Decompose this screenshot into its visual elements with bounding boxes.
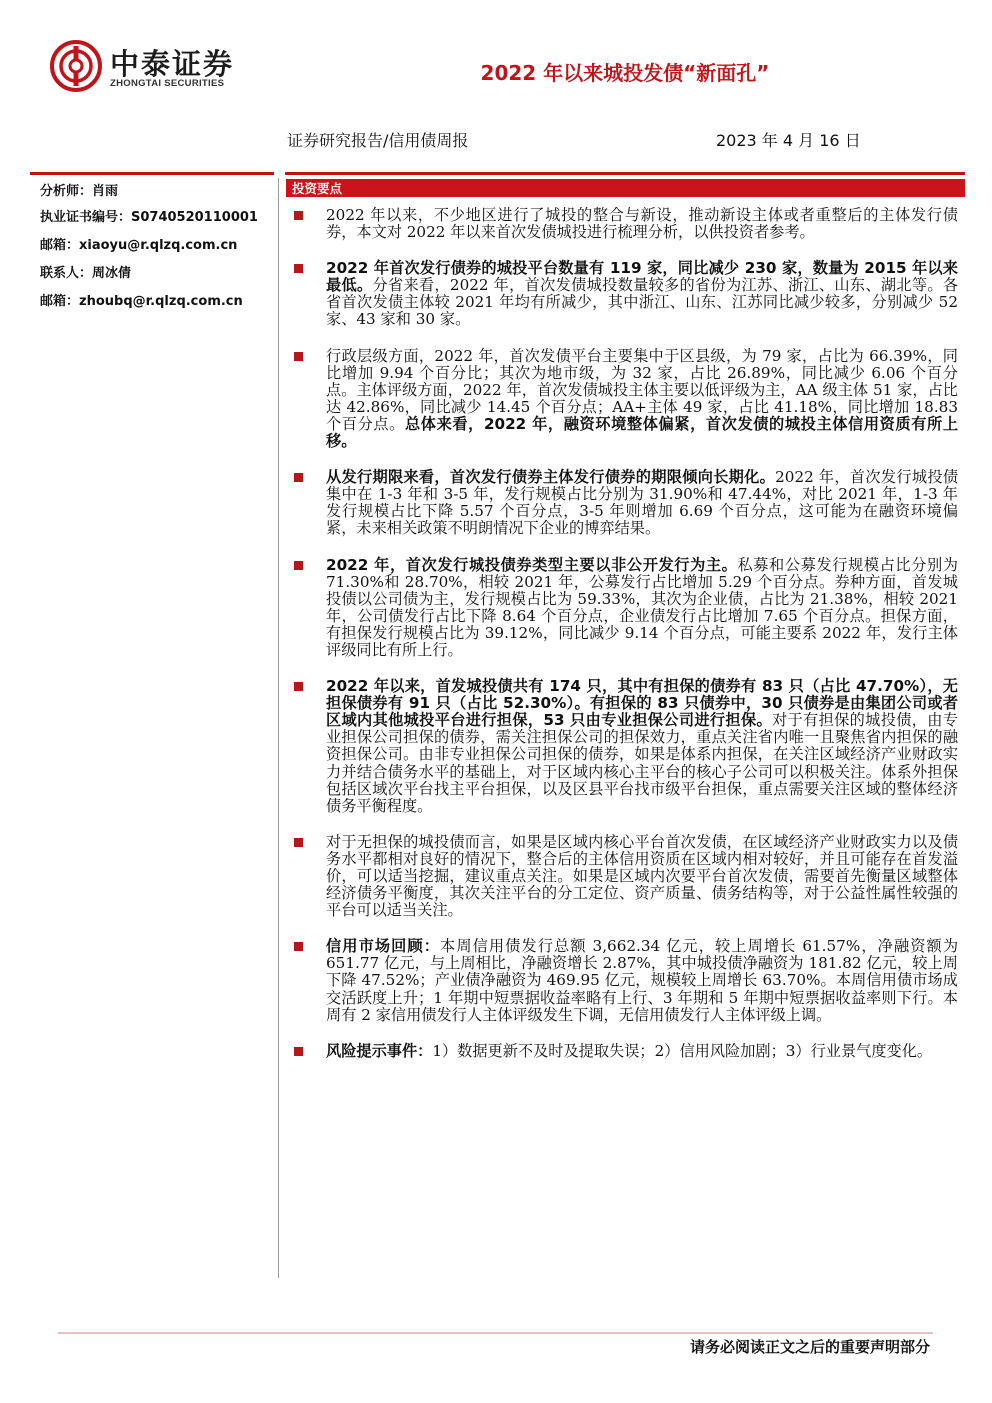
brand-name-en: ZHONGTAI SECURITIES	[110, 78, 225, 89]
footer-divider	[58, 1332, 933, 1334]
header-divider-right	[285, 172, 965, 175]
bullet-lead: 信用市场回顾：	[326, 937, 441, 956]
list-item	[290, 938, 958, 1023]
list-item	[290, 469, 958, 537]
bullet-lead: 2022 年以来，首发城投债共有 174 只，其中有担保的债券有 83 只（占比 47.70%），无担保债券有 91 只（占比 52.30%）。有担保的 83 只债券中，30 只债券是由集团公司或者区域内其他城投平台进行担保，53 只由专业担保公司进行担保。	[326, 677, 958, 730]
bullet-lead: 2022 年，首次发行城投债券类型主要以非公开发行为主。	[326, 555, 738, 574]
bullet-text: 2022 年以来，不少地区进行了城投的整合与新设，推动新设主体或者重整后的主体发行债券，本文对 2022 年以来首次发债城投进行梳理分析，以供投资者参考。	[326, 206, 958, 242]
list-item	[290, 207, 958, 241]
zhongtai-logo-icon	[50, 40, 102, 92]
bullet-square-icon	[294, 352, 303, 361]
section-header-bar	[286, 179, 965, 197]
bullet-square-icon	[294, 264, 303, 273]
bullet-conclusion: 总体来看，2022 年，融资环境整体偏紧，首次发债的城投主体信用资质有所上移。	[326, 414, 959, 451]
report-date: 2023 年 4 月 16 日	[716, 131, 861, 150]
list-item	[290, 678, 958, 815]
section-title: 投资要点	[292, 181, 343, 196]
bullet-square-icon	[294, 211, 303, 220]
list-item	[290, 1043, 958, 1060]
analyst-certificate: 执业证书编号：S0740520110001	[40, 210, 258, 225]
report-type: 证券研究报告/信用债周报	[287, 131, 469, 150]
bullet-square-icon	[294, 561, 303, 570]
analyst-name: 分析师：肖雨	[40, 184, 119, 199]
bullet-text: 本周信用债发行总额 3,662.34 亿元，较上周增长 61.57%，净融资额为 651.77 亿元，与上周相比，净融资增长 2.87%，其中城投债净融资为 181.82 亿元，较上周下降 47.52%；产业债净融资为 469.95 亿元，规模较上周增长 63.70%。本周信用债市场成交活跃度上升；1 年期中短票据收益率略有上行、3 年期和 5 年期中短票据收益率则下行。本周有 2 家信用债发行人主体评级发生下调，无信用债发行人主体评级上调。	[326, 937, 959, 1024]
contact-email: 邮箱：zhoubq@r.qlzq.com.cn	[40, 294, 243, 309]
bullet-square-icon	[294, 942, 303, 951]
bullet-square-icon	[294, 838, 303, 847]
list-item	[290, 557, 958, 660]
list-item	[290, 260, 958, 328]
bullet-text: 分省来看，2022 年，首次发债城投数量较多的省份为江苏、浙江、山东、湖北等。各省首次发债主体较 2021 年均有所减少，其中浙江、山东、江苏同比减少较多，分别减少 52 家、43 家和 30 家。	[326, 276, 959, 329]
bullet-text: 行政层级方面，2022 年，首次发债平台主要集中于区县级，为 79 家，占比为 66.39%，同比增加 9.94 个百分比；其次为地市级，为 32 家，占比 26.89%，同比减少 6.06 个百分点。主体评级方面，2022 年，首次发债城投主体主要以低评级为主，AA 级主体 51 家，占比达 42.86%，同比减少 14.45 个百分点；AA+主体 49 家，占比 41.18%，同比增加 18.83 个百分点。	[326, 346, 958, 433]
bullet-lead: 风险提示事件：	[326, 1041, 433, 1060]
bullet-lead: 2022 年首次发行债券的城投平台数量有 119 家，同比减少 230 家，数量为 2015 年以来最低。	[326, 259, 958, 295]
report-title: 2022 年以来城投发债“新面孔”	[480, 61, 770, 85]
key-points-list	[290, 207, 958, 1079]
bullet-lead: 从发行期限来看，首次发行债券主体发行债券的期限倾向长期化。	[326, 468, 776, 487]
bullet-text: 2022 年，首次发行城投债集中在 1-3 年和 3-5 年，发行规模占比分别为 31.90%和 47.44%，对比 2021 年，1-3 年发行规模占比下降 5.57 个百分点，3-5 年则增加 6.69 个百分点，这可能为在融资环境偏紧，未来相关政策不明朗情况下企业的博弈结果。	[326, 468, 959, 538]
bullet-text: 1）数据更新不及时及提取失误；2）信用风险加剧；3）行业景气度变化。	[432, 1041, 933, 1060]
column-divider	[278, 178, 279, 1278]
bullet-square-icon	[294, 473, 303, 482]
brand-name-cn: 中泰证券	[110, 47, 235, 81]
list-item	[290, 348, 958, 451]
bullet-square-icon	[294, 682, 303, 691]
bullet-text: 对于有担保的城投债，由专业担保公司担保的债券，需关注担保公司的担保效力，重点关注省内唯一且聚焦省内担保的融资担保公司。由非专业担保公司担保的债券，如果是体系内担保，在关注区域经济产业财政实力并结合债务水平的基础上，对于区域内核心主平台的核心子公司可以积极关注。体系外担保包括区域次平台找主平台担保，以及区县平台找市级平台担保，重点需要关注区域的整体经济债务平衡程度。	[326, 711, 958, 815]
bullet-square-icon	[294, 1047, 303, 1056]
bullet-text: 对于无担保的城投债而言，如果是区域内核心平台首次发债，在区域经济产业财政实力以及债务水平都相对良好的情况下，整合后的主体信用资质在区域内相对较好，并且可能存在首发溢价，可以适当挖掘，建议重点关注。如果是区域内次要平台首次发债，需要首先衡量区域整体经济债务平衡度，其次关注平台的分工定位、资产质量、债务结构等，对于公益性属性较强的平台可以适当关注。	[326, 832, 958, 920]
footer-disclaimer: 请务必阅读正文之后的重要声明部分	[689, 1338, 930, 1356]
header-divider-left	[30, 172, 274, 175]
bullet-text: 私募和公募发行规模占比分别为 71.30%和 28.70%，相较 2021 年，公募发行占比增加 5.29 个百分点。券种方面，首发城投债以公司债为主，发行规模占比为 59.33%，其次为企业债，占比为 21.38%，相较 2021 年，公司债发行占比下降 8.64 个百分点，企业债发行占比增加 7.65 个百分点。担保方面，有担保发行规模占比为 39.12%，同比减少 9.14 个百分点，可能主要系 2022 年，发行主体评级同比有所上行。	[326, 555, 958, 659]
analyst-email: 邮箱：xiaoyu@r.qlzq.com.cn	[40, 238, 238, 253]
contact-name: 联系人：周冰倩	[40, 266, 132, 281]
list-item	[290, 834, 958, 919]
